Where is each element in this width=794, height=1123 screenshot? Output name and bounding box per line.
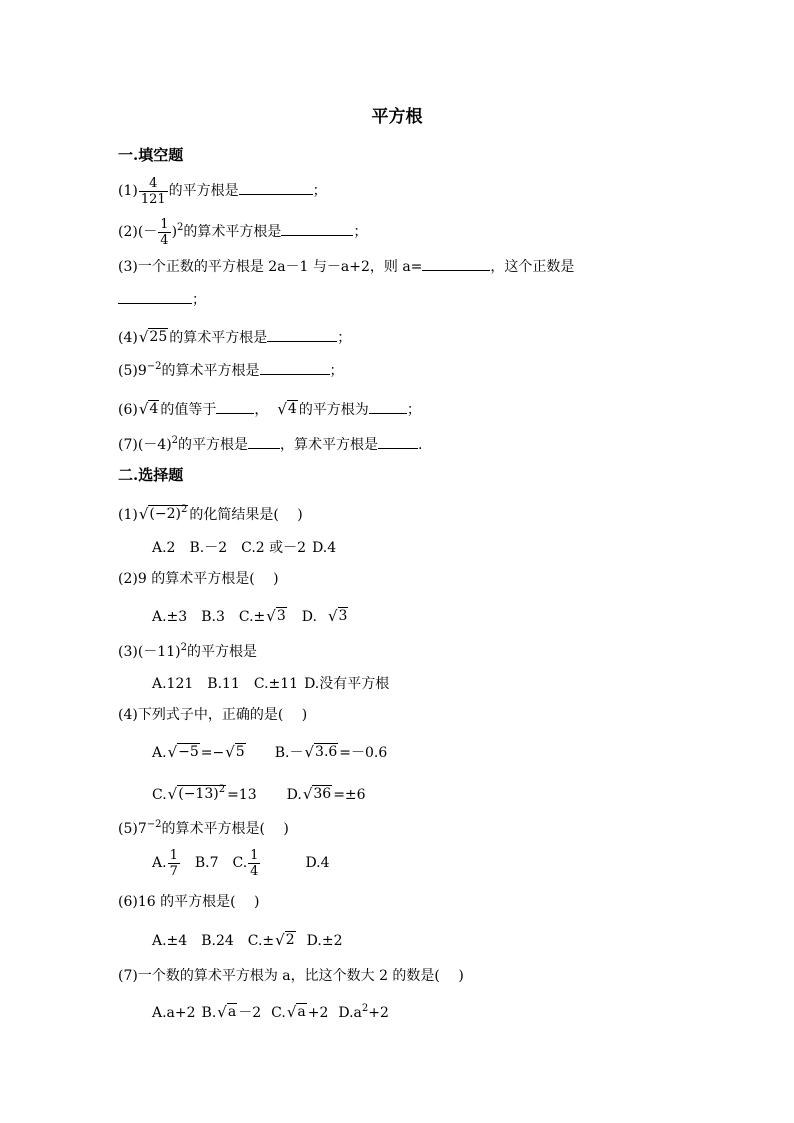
choice-options-4-row2 [152, 785, 380, 804]
sqrt-expression: √ 3.6 [304, 743, 338, 761]
radicand: −5 [178, 744, 199, 760]
answer-blank[interactable] [248, 436, 280, 449]
paren: ) [171, 224, 178, 240]
exponent: −2 [146, 361, 162, 372]
radicand: 36 [313, 786, 332, 802]
radicand: 3.6 [315, 744, 338, 760]
punctuation: ； [337, 330, 352, 346]
punctuation: ； [353, 224, 368, 240]
fraction-denominator: 121 [140, 191, 166, 207]
choice-options-7 [152, 1003, 403, 1022]
punctuation: ， [254, 402, 269, 418]
option-c[interactable]: C.± √ 3 [238, 607, 286, 625]
choice-question-4: (4)下列式子中，正确的是( ) [118, 707, 308, 723]
option-c[interactable]: C.± √ 2 [247, 931, 295, 949]
sqrt-expression: √ a [286, 1003, 306, 1021]
question-number: (4) [118, 330, 138, 346]
option-a[interactable]: A.±4 [152, 933, 188, 949]
option-d[interactable]: D.没有平方根 [304, 676, 390, 692]
choice-question-3 [118, 643, 257, 661]
radicand: 3 [276, 608, 286, 624]
fraction [248, 848, 260, 879]
sqrt-expression: √ 4 [138, 400, 159, 418]
answer-blank[interactable] [239, 182, 313, 195]
choice-question-1 [118, 505, 303, 524]
exponent: 2 [177, 222, 184, 233]
question-number: (1) [118, 507, 138, 523]
choice-question-2: (2)9 的算术平方根是( ) [118, 571, 279, 587]
sqrt-expression: √ $(-2)^2$ [138, 504, 188, 523]
question-number: (3)(－11) [118, 644, 181, 660]
fill-question-7 [118, 436, 423, 454]
radicand: 2 [285, 932, 295, 948]
option-c[interactable]: C.±11 [253, 676, 299, 692]
question-text: 的算术平方根是 [161, 363, 260, 379]
option-a[interactable]: A. $\frac{1}{7}$ [152, 847, 178, 879]
sqrt-expression: √ 3 [266, 607, 286, 625]
option-b[interactable]: B.24 [201, 933, 234, 949]
option-a[interactable]: A. √ −5 =− √ 5 [152, 743, 245, 761]
fraction [139, 176, 168, 207]
question-text: 的算术平方根是 [183, 224, 282, 240]
exponent: −2 [146, 819, 162, 830]
page-title: 平方根 [371, 107, 423, 127]
fill-question-3 [118, 258, 574, 276]
answer-blank[interactable] [118, 291, 192, 304]
option-c[interactable]: C. $\frac{1}{4}$ [232, 847, 259, 879]
punctuation: ； [329, 363, 344, 379]
exponent: 2 [361, 1003, 369, 1014]
punctuation: ； [406, 402, 421, 418]
option-d[interactable]: D.4 [312, 540, 337, 556]
sqrt-expression: √ 25 [138, 328, 168, 346]
choice-options-4-row1 [152, 743, 401, 762]
sqrt-expression: √ 3 [327, 607, 348, 625]
answer-blank[interactable] [378, 436, 418, 449]
answer-blank[interactable] [267, 329, 337, 342]
fill-question-3-line2 [118, 291, 206, 309]
fraction [158, 217, 170, 248]
radicand: 25 [149, 329, 168, 345]
section-heading-multiple-choice: 二.选择题 [118, 466, 184, 484]
question-text: 的平方根为 [298, 402, 369, 418]
exponent: 2 [171, 435, 179, 446]
question-number: (5)7 [118, 821, 147, 837]
question-text: 的算术平方根是 [169, 330, 268, 346]
question-text: ，这个正数是 [490, 259, 575, 275]
answer-blank[interactable] [422, 258, 490, 271]
option-c[interactable]: C.2 或－2 [241, 540, 307, 556]
sqrt-expression: √ 5 [225, 743, 245, 761]
sqrt-expression: √ 4 [277, 400, 297, 418]
sqrt-expression: √ −5 [167, 743, 199, 761]
sqrt-expression: √ 2 [275, 931, 295, 949]
question-text: ，算术平方根是 [280, 437, 379, 453]
radicand: 4 [287, 401, 297, 417]
choice-options-1 [152, 539, 350, 557]
radicand: $(-13)^2$ [178, 784, 226, 802]
option-a[interactable]: A.a+2 [152, 1005, 196, 1021]
option-d[interactable]: $D.a^2+2$ [338, 1003, 389, 1021]
exponent: 2 [180, 504, 188, 515]
radicand: $(-2)^2$ [149, 504, 188, 522]
sqrt-expression: √ a [217, 1003, 237, 1021]
question-number: (5)9 [118, 363, 147, 379]
question-text: 的平方根是 [168, 183, 239, 199]
radicand: 4 [149, 401, 159, 417]
choice-options-2 [152, 607, 363, 626]
fill-question-6 [118, 400, 421, 419]
choice-question-5 [118, 820, 289, 838]
question-number: (6) [118, 402, 138, 418]
answer-blank[interactable] [281, 223, 353, 236]
answer-blank[interactable] [216, 401, 254, 414]
fraction-denominator: 7 [169, 863, 178, 879]
sqrt-expression: √ $(-13)^2$ [167, 784, 226, 803]
exponent: 2 [218, 784, 226, 795]
option-d[interactable]: D.4 [305, 855, 330, 871]
fraction-denominator: 4 [250, 863, 259, 879]
choice-options-6 [152, 931, 356, 950]
fill-question-2 [118, 215, 367, 249]
question-text: 的化简结果是( ) [189, 507, 303, 523]
answer-blank[interactable] [369, 401, 407, 414]
fill-question-5 [118, 362, 344, 380]
option-b[interactable]: B.－2 [189, 540, 228, 556]
question-number: (1) [118, 183, 138, 199]
question-text: 的平方根是 [178, 437, 249, 453]
radicand: a [297, 1004, 306, 1020]
exponent: 2 [180, 642, 187, 653]
fill-question-4 [118, 328, 351, 347]
option-a[interactable]: A.±3 [152, 609, 188, 625]
answer-blank[interactable] [260, 362, 330, 375]
option-b[interactable]: B.－ √ 3.6 =－0.6 [274, 743, 388, 761]
option-c[interactable]: C. √ a +2 [271, 1003, 329, 1021]
choice-options-5 [152, 846, 344, 880]
question-text: 的平方根是 [186, 644, 257, 660]
option-c[interactable]: C. √ $(-13)^2$ =13 [152, 784, 257, 803]
fraction [168, 848, 180, 879]
option-b[interactable]: B.3 [201, 609, 225, 625]
punctuation: ； [312, 183, 327, 199]
question-number: (7)(－4) [118, 437, 172, 453]
fraction-numerator: 1 [169, 847, 178, 863]
option-d[interactable]: D. √ 36 =±6 [286, 785, 366, 803]
option-d[interactable]: D.±2 [306, 933, 343, 949]
fraction-numerator: 1 [250, 847, 259, 863]
question-text: 的值等于 [160, 402, 217, 418]
choice-options-3 [152, 675, 403, 693]
option-d[interactable]: D. √ 3 [301, 607, 348, 625]
option-b[interactable]: B.11 [207, 676, 240, 692]
option-b[interactable]: B.7 [194, 855, 219, 871]
fraction-numerator: 4 [139, 176, 168, 192]
punctuation: ； [192, 292, 206, 308]
section-heading-fill-blank: 一.填空题 [118, 146, 184, 164]
question-text: (3)一个正数的平方根是 2a－1 与－a+2，则 a= [118, 259, 423, 275]
fraction-numerator: 1 [160, 216, 169, 232]
radicand: a [227, 1004, 237, 1020]
fraction-denominator: 4 [160, 232, 169, 248]
question-text: 的算术平方根是( ) [161, 821, 289, 837]
punctuation: . [418, 437, 423, 453]
radicand: 3 [338, 608, 348, 624]
radicand: 5 [235, 744, 245, 760]
fill-question-1 [118, 174, 327, 208]
question-number: (2)(－ [118, 224, 158, 240]
option-a[interactable]: A.2 [152, 540, 176, 556]
choice-question-7: (7)一个数的算术平方根为 a，比这个数大 2 的数是( ) [118, 968, 464, 984]
option-b[interactable]: B. √ a －2 [201, 1003, 262, 1021]
choice-question-6: (6)16 的平方根是( ) [118, 894, 260, 910]
option-a[interactable]: A.121 [152, 676, 194, 692]
sqrt-expression: √ 36 [302, 785, 332, 803]
